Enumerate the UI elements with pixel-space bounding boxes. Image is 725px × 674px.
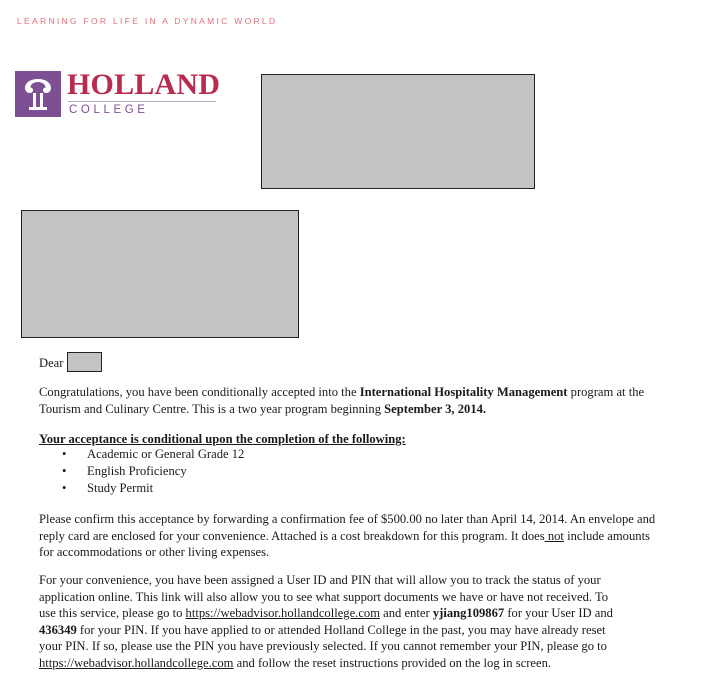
college-crest-icon (15, 71, 61, 117)
webadvisor-link[interactable]: https://webadvisor.hollandcollege.com (185, 606, 381, 621)
redacted-address-block (261, 74, 535, 189)
logo-subtitle: COLLEGE (69, 104, 149, 116)
holland-college-logo (15, 70, 220, 118)
conditions-list (62, 446, 244, 496)
redacted-recipient-name (67, 352, 102, 372)
start-date: September 3, 2014. (384, 401, 487, 416)
logo-name: HOLLAND (67, 68, 221, 101)
conditions-heading: Your acceptance is conditional upon the completion of the following: (39, 432, 406, 446)
program-name: International Hospitality Management (359, 385, 568, 399)
not-emphasis: not (544, 528, 564, 543)
online-access-paragraph: For your convenience, you have been assigned a User ID and PIN that will allow you to track the status of your application online. This link will also allow you to see what support documents we have or have not received. To use this service, please go to https://webadvisor.hollandcollege.com and enter yjiang109867 for your User ID and 436349 for your PIN. If you have applied to or attended Holland College in the past, you may have already reset your PIN. If so, please use the PIN you have previously selected. If you cannot remember your PIN, please go to https://webadvisor.hollandcollege.com and follow the reset instructions provided on the log in screen. (39, 573, 613, 670)
redacted-recipient-block (21, 210, 299, 338)
tagline: LEARNING FOR LIFE IN A DYNAMIC WORLD (17, 16, 278, 26)
pin: 436349 (39, 622, 77, 637)
acceptance-paragraph: Congratulations, you have been conditionally accepted into the International Hospitality Management program at the Tourism and Culinary Centre. This is a two year program beginning September 3, 2014. (39, 385, 645, 416)
user-id: yjiang109867 (432, 606, 505, 621)
list-item: • Academic or General Grade 12 (62, 446, 244, 463)
list-item: • Study Permit (62, 480, 244, 497)
salutation: Dear (39, 356, 64, 370)
list-item: • English Proficiency (62, 463, 244, 480)
confirmation-paragraph: Please confirm this acceptance by forwarding a confirmation fee of $500.00 no later than April 14, 2014. An envelope and reply card are enclosed for your convenience. Attached is a cost breakdown for this program. It does not include amounts for accommodations or other living expenses. (39, 512, 656, 560)
webadvisor-link-reset[interactable]: https://webadvisor.hollandcollege.com (39, 655, 234, 670)
logo-divider (68, 101, 216, 102)
